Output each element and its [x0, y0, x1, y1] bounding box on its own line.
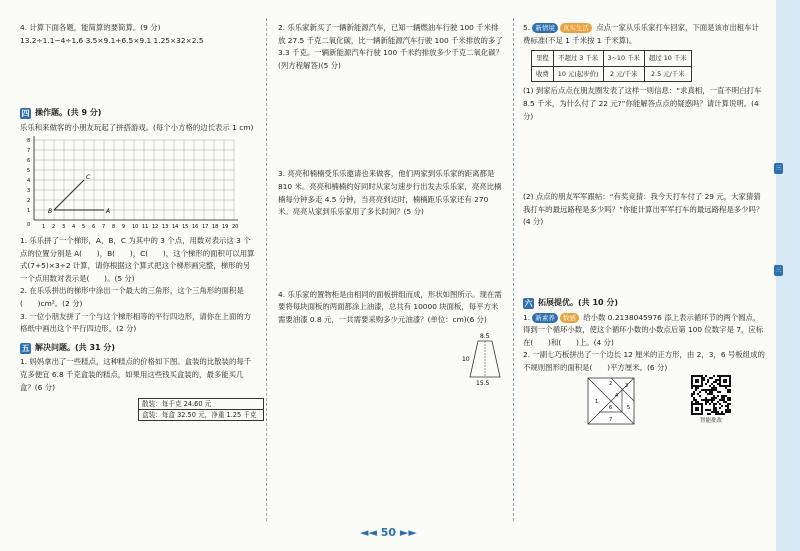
- x-tick-label: 10: [132, 224, 139, 231]
- tangram-label: 3: [625, 382, 629, 389]
- column-divider: [513, 18, 514, 521]
- x-tick-label: 20: [232, 224, 239, 231]
- price-line: 盒装：每盒 32.50 元，净重 1.25 千克: [142, 411, 257, 420]
- x-tick-label: 12: [152, 224, 159, 231]
- column-middle: [278, 22, 504, 393]
- tangram-label: 5: [627, 404, 631, 411]
- section-title: 解决问题。(共 31 分): [35, 342, 116, 352]
- table-cell: 里程: [532, 51, 554, 67]
- x-tick-label: 13: [162, 224, 169, 231]
- x-tick-label: 18: [212, 224, 219, 231]
- table-row: [532, 51, 692, 67]
- q4-items: 13.2÷1.1−4÷1.6 3.5×9.1+6.5×9.1 1.25×32×2.5: [20, 35, 204, 45]
- x-tick-label: 6: [92, 224, 96, 231]
- column-divider: [266, 18, 267, 521]
- y-tick-label: 3: [27, 188, 31, 195]
- x-tick-label: 2: [52, 224, 56, 231]
- grid-paper: [20, 134, 256, 230]
- y-tick-label: 7: [27, 148, 31, 155]
- tangram-label: 2: [609, 380, 613, 387]
- section-4-intro: 乐乐和来做客的小朋友玩起了拼搭游戏。(每个小方格的边长表示 1 cm): [20, 122, 254, 132]
- q4-text: 4. 计算下面各题，能简算的要简算。(9 分): [20, 23, 161, 32]
- x-tick-label: 5: [82, 224, 86, 231]
- problem-3: 3. 一位小朋友拼了一个与这个梯形相等的平行四边形，请你在上面的方格纸中画出这个平行四边形。(2 分): [20, 311, 252, 334]
- x-tick-label: 3: [62, 224, 66, 231]
- table-cell: 3~10 千米: [603, 51, 644, 67]
- y-tick-label: 1: [27, 208, 31, 215]
- badge-new-literacy: 新素养: [532, 313, 558, 323]
- table-cell: 2 元/千米: [603, 66, 644, 82]
- y-tick-label: 5: [27, 168, 31, 175]
- problem-1: 1. 乐乐拼了一个梯形，A，B，C 为其中的 3 个点，用数对表示这 3 个点的位置分别是 A( )，B( )，C( )，这个梯形的面积可以用算式(7+5)×3÷2 计算，请你根据这个算式把这个梯形画完整，梯形的另一个点用数对表示是( )。(5 分): [20, 235, 255, 283]
- table-cell: 不超过 3 千米: [553, 51, 603, 67]
- q4-text: 4. 乐乐家的置物柜是由相同的面板拼组而成，形状如图所示。现在需要将每块面板的两面都涂上油漆，总共有 10000 块面板，每平方米需要油漆 0.8 元，一共需要采购多少元油漆？(单位：cm)(6 分): [278, 289, 502, 324]
- tangram-label: 4: [615, 392, 619, 399]
- section-number: 四: [21, 108, 30, 118]
- chapter-tab[interactable]: 三: [775, 165, 782, 172]
- page-number-footer: ◄◄ 50 ►►: [360, 526, 417, 539]
- section-title: 拓展提优。(共 10 分): [538, 297, 619, 307]
- y-tick-label: 8: [27, 138, 31, 145]
- table-cell: 超过 10 千米: [644, 51, 691, 67]
- extension-2: 2. 一副七巧板拼出了一个边长 12 厘米的正方形，由 2，3，6 号板组成的不规则图形的面积是( )平方厘米。(6 分): [523, 350, 765, 372]
- table-cell: 收费: [532, 66, 554, 82]
- x-tick-label: 9: [122, 224, 126, 231]
- y-tick-label: 4: [27, 178, 31, 185]
- x-tick-label: 16: [192, 224, 199, 231]
- extension-1-text: 给小数 0.2138045976 添上表示循环节的两个圆点，得到一个循环小数，使这个循环小数的小数点后第 100 位数字是 7，应标在( )和( )上。(4 分): [523, 312, 764, 347]
- qr-code-icon[interactable]: [691, 375, 731, 415]
- point-c-label: C: [86, 174, 91, 182]
- extension-figures: [523, 375, 765, 429]
- problem-2: 2. 在乐乐拼出的梯形中涂出一个最大的三角形，这个三角形的面积是( )cm²。(2 分): [20, 286, 244, 308]
- section-number: 六: [524, 298, 533, 308]
- s5-problem-1: 1. 妈妈拿出了一些糕点，这种糕点的价格如下图。盒装的比散装的每千克多便宜 6.8 千克盒装的糕点，如果用这些钱买盒装的，最多能买几盒？(6 分): [20, 357, 252, 392]
- taxi-fare-table: [531, 50, 692, 82]
- point-a-label: A: [106, 208, 111, 216]
- page-number: 50: [380, 526, 397, 539]
- point-b-label: B: [48, 208, 53, 216]
- segment-bc: [54, 180, 84, 210]
- cabinet-panel-figure: [278, 327, 504, 389]
- x-tick-label: 11: [142, 224, 149, 231]
- tangram-label: 1: [595, 398, 599, 405]
- q5-intro-line: [523, 22, 765, 47]
- section-title: 操作题。(共 9 分): [35, 108, 102, 118]
- table-cell: 2.5 元/千米: [644, 66, 691, 82]
- q5-intro: 点点一家从乐乐家打车回家，下面是该市出租车计费标准(不足 1 千米按 1 千米算)。: [523, 23, 759, 45]
- price-box: [138, 398, 264, 421]
- section-4-header: [20, 107, 256, 120]
- y-tick-label: 6: [27, 158, 31, 165]
- y-tick-label: 2: [27, 198, 31, 205]
- x-tick-label: 7: [102, 224, 106, 231]
- badge-new-context: 新情境: [532, 23, 558, 33]
- column-right: [523, 22, 765, 429]
- x-tick-label: 19: [222, 224, 229, 231]
- qr-caption: 智能批改: [699, 417, 722, 424]
- x-tick-label: 15: [182, 224, 189, 231]
- x-tick-label: 17: [202, 224, 209, 231]
- badge-real-life: 真实生活: [560, 23, 592, 33]
- section-6-header: [523, 297, 765, 310]
- section-5-header: [20, 342, 256, 355]
- section-number: 五: [21, 343, 30, 353]
- tangram-figure: [587, 377, 635, 425]
- extension-1: 1. 新素养 数感 给小数 0.2138045976 添上表示循环节的两个圆点，得到一个循环小数，使这个循环小数的小数点后第 100 位数字是 7，应标在( )和( )上。(4 分): [523, 312, 764, 347]
- tangram-label: 7: [609, 416, 613, 423]
- x-tick-label: 1: [42, 224, 46, 231]
- dim-side-label: 10: [462, 355, 470, 363]
- q5-part-2: (2) 点点的朋友军军跟帖：“有奖竞猜：我今天打车付了 29 元，大家猜猜我打车的最远路程是多少吗？”你能计算出军军打车的最远路程是多少吗？(4 分): [523, 192, 764, 227]
- origin-label: 0: [27, 222, 31, 229]
- badge-number-sense: 数感: [560, 313, 579, 323]
- dim-bottom-label: 15.5: [476, 379, 490, 387]
- table-row: [532, 66, 692, 82]
- tangram-label: 6: [609, 404, 613, 411]
- column-left: [20, 22, 256, 421]
- q5-part-1: (1) 到家后点点在朋友圈发表了这样一则信息：“求真相，一直不明白打车 8.5 千米，为什么付了 22 元?”你能解答点点的疑惑吗？请计算说明。(4 分): [523, 86, 762, 121]
- table-cell: 10 元(起步价): [553, 66, 603, 82]
- x-tick-label: 4: [72, 224, 76, 231]
- q5-number: 5.: [523, 23, 531, 32]
- dim-top-label: 8.5: [480, 332, 490, 340]
- x-tick-label: 14: [172, 224, 179, 231]
- q2-text: 2. 乐乐家新买了一辆新能源汽车，已知一辆燃油车行驶 100 千米排放 27.5 千克二氧化碳，比一辆新能源汽车行驶 100 千米排放的多了 3.3 千克。一辆新能源汽车行驶 100 千米约排放多少千克二氧化碳？(列方程解答)(5 分): [278, 23, 504, 70]
- chapter-tab[interactable]: 三: [775, 267, 782, 274]
- q3-text: 3. 亮亮和楠楠受乐乐邀请也来做客，他们两家到乐乐家的距离都是 810 米。亮亮和楠楠约好同时从家匀速步行出发去乐乐家，亮亮比楠楠每分钟多走 4.5 分钟，当亮亮到达时，楠楠距乐乐家还有 270 米。亮亮从家到乐乐家用了多长时间？(5 分): [278, 169, 502, 217]
- price-line: 散装：每千克 24.60 元: [139, 399, 263, 410]
- x-tick-label: 8: [112, 224, 116, 231]
